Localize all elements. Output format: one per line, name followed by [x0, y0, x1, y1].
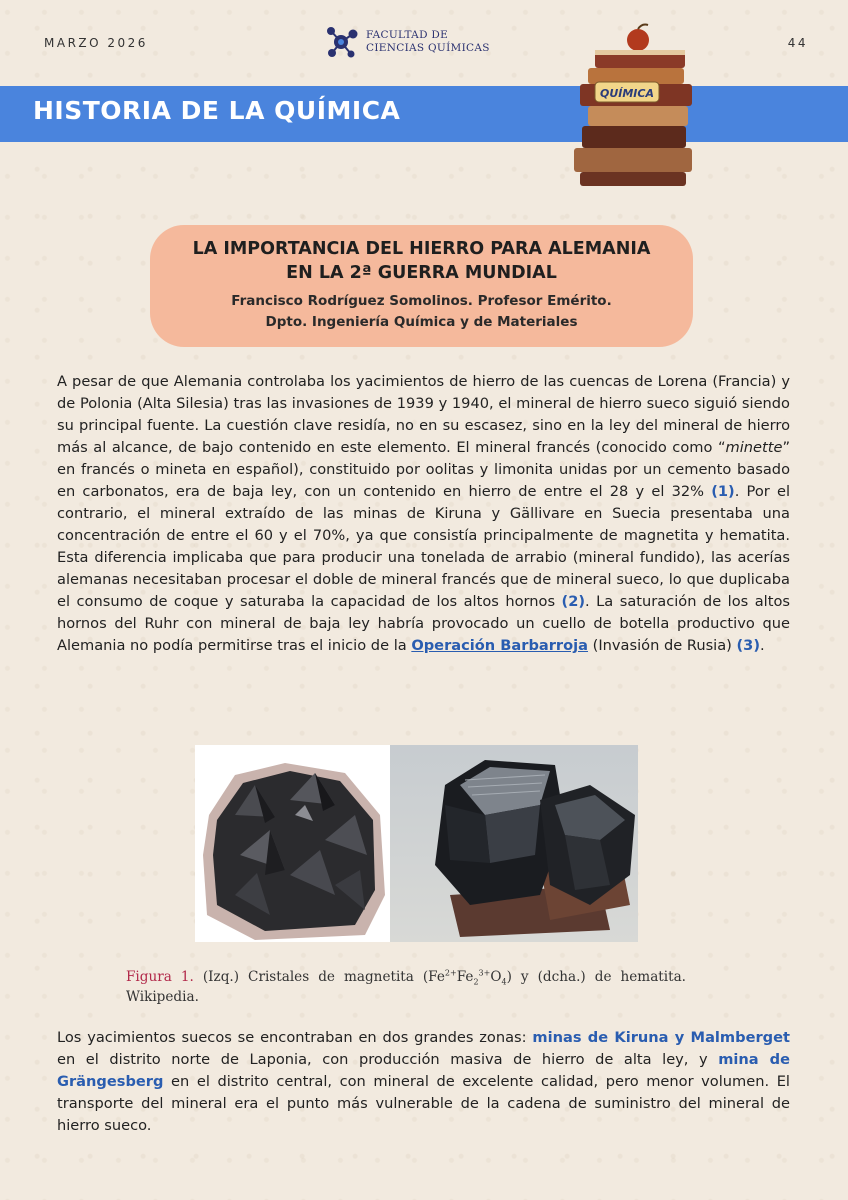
article-title-box — [150, 225, 693, 347]
para2-text-2: en el distrito norte de Laponia, con producción masiva de hierro de alta ley, y — [57, 1051, 719, 1068]
figure-label: Figura 1. — [126, 969, 194, 985]
caption-sup-1: 2+ — [444, 968, 457, 978]
book-stack-icon — [560, 22, 700, 194]
article-title — [150, 237, 693, 285]
paragraph-1 — [57, 371, 790, 657]
caption-text-1: (Izq.) Cristales de magnetita (Fe — [193, 969, 445, 985]
reference-3-link[interactable]: (3) — [736, 637, 761, 654]
para1-text-3: . Por el contrario, el mineral extraído de las minas de Kiruna y Gällivare en Suecia presentaba una concentración de entre el 60 y el 70%, ya que consistía principalmente de magnetita y hematita. Esta diferencia implicaba que para producir una tonelada de arrabio (mineral fundido), las acerías alemanas necesitaban procesar el doble de mineral francés que de mineral sueco, lo que duplicaba el consumo de coque y saturaba la capacidad de los altos hornos — [57, 483, 790, 610]
para2-text-1: Los yacimientos suecos se encontraban en dos grandes zonas: — [57, 1029, 533, 1046]
operacion-barbarroja-link[interactable]: Operación Barbarroja — [411, 637, 589, 654]
reference-2-link[interactable]: (2) — [561, 593, 586, 610]
faculty-logo — [322, 22, 490, 62]
para1-text-6: . — [760, 637, 765, 654]
caption-sub-2: 4 — [501, 977, 507, 987]
para1-text-2: ” en francés o mineta en español), constituido por oolitas y limonita unidas por un cemento basado en carbonatos, era de baja ley, con un contenido en hierro de entre el 28 y el 32% — [57, 439, 790, 500]
logo-text-line2: CIENCIAS QUÍMICAS — [366, 42, 490, 54]
hematite-photo — [390, 745, 638, 942]
para1-text-4: . La saturación de los altos hornos del Ruhr con mineral de baja ley habría provocado un cuello de botella productivo que Alemania no podía permitirse tras el inicio de la — [57, 593, 790, 654]
para1-emphasis: minette — [725, 439, 783, 456]
para1-text-5: (Invasión de Rusia) — [588, 637, 737, 654]
books-label: QUÍMICA — [599, 87, 655, 100]
paragraph-2 — [57, 1027, 790, 1137]
reference-1-link[interactable]: (1) — [711, 483, 735, 500]
molecule-logo-icon — [322, 22, 360, 62]
logo-text-line1: FACULTAD DE — [366, 29, 449, 41]
article-title-line2: EN LA 2ª GUERRA MUNDIAL — [286, 263, 557, 283]
section-title: HISTORIA DE LA QUÍMICA — [33, 96, 401, 125]
caption-sub-1: 2 — [473, 977, 479, 987]
caption-sup-2: 3+ — [478, 968, 491, 978]
article-title-line1: LA IMPORTANCIA DEL HIERRO PARA ALEMANIA — [192, 239, 651, 259]
author-line2: Dpto. Ingeniería Química y de Materiales — [265, 314, 578, 330]
page-number: 44 — [787, 36, 808, 50]
section-banner — [0, 86, 848, 142]
magnetite-photo — [195, 745, 390, 942]
magnetite-crystals-image — [195, 745, 390, 942]
caption-text-3: O — [490, 969, 502, 985]
figure-1-caption — [126, 967, 686, 1007]
caption-text-2: Fe — [456, 969, 474, 985]
para1-text-1: A pesar de que Alemania controlaba los yacimientos de hierro de las cuencas de Lorena (Francia) y de Polonia (Alta Silesia) tras las invasiones de 1939 y 1940, el mineral de hierro sueco siguió siendo su principal fuente. La cuestión clave residía, no en su escasez, sino en la ley del mineral de hierro más al alcance, de bajo contenido en este elemento. El mineral francés (conocido como “ — [57, 373, 790, 456]
caption-text-4: ) y (dcha.) de hematita. Wikipedia. — [126, 969, 686, 1005]
article-author — [150, 291, 693, 333]
hematite-crystal-image — [390, 745, 638, 942]
author-line1: Francisco Rodríguez Somolinos. Profesor Emérito. — [231, 293, 612, 309]
grangesberg-highlight: mina de Grängesberg — [57, 1051, 790, 1090]
para2-text-3: en el distrito central, con mineral de excelente calidad, pero menor volumen. El transporte del mineral era el punto más vulnerable de la cadena de suministro del mineral de hierro sueco. — [57, 1073, 790, 1134]
kiruna-malmberget-highlight: minas de Kiruna y Malmberget — [532, 1029, 791, 1046]
issue-date: MARZO 2026 — [44, 36, 148, 50]
